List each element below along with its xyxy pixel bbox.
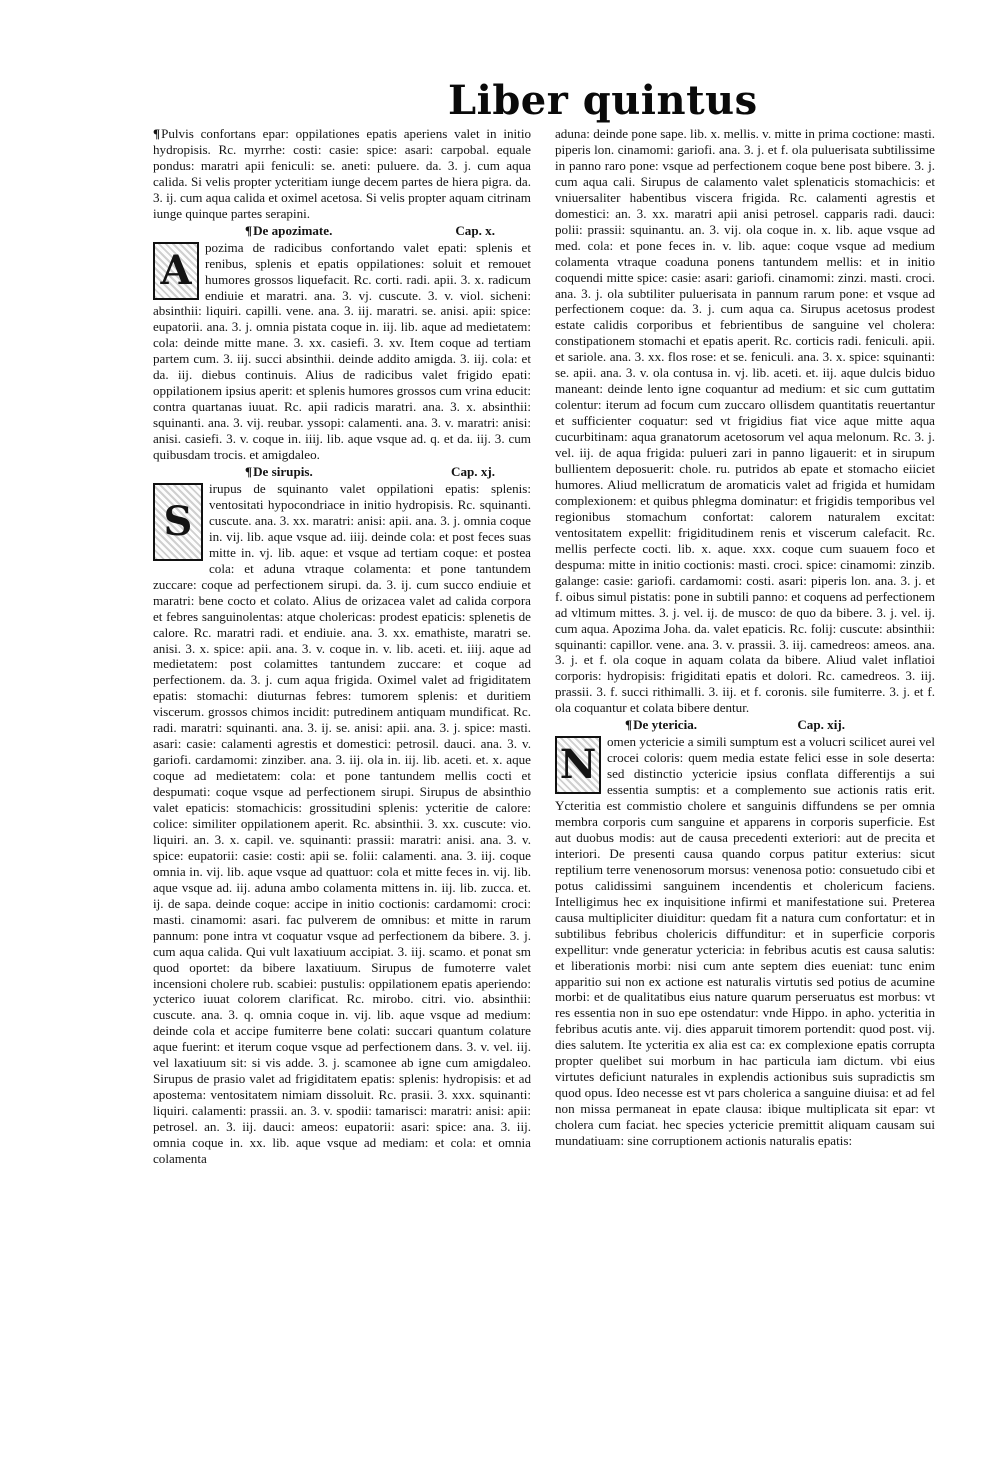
chapter-title: ¶De ytericia. <box>625 717 698 733</box>
chapter-heading <box>153 464 531 480</box>
paragraph <box>153 240 531 463</box>
decorated-initial: S <box>153 483 203 561</box>
pilcrow-icon: ¶ <box>245 464 253 480</box>
paragraph-text: omen yctericie a simili sumptum est a volucri scilicet aurei vel crocei coloris: quem media estate felici esse in sole deserta: sed distinctio yctericie ipsius conflata differentijs a sui essentia sumptis: et a complemento sue actionis ratis erit. Ycteritia est commistio cholere et sanguinis diffundens se per omnia membra corporis cum sanguine et apparens in corporis superficie. Est aut duobus modis: aut de causa precedenti exteriori: aut de precita et interiori. De presenti causa quando corpus patitur exterius: sicut reptilium terre venenosorum morsus: venenosa potio: consuetudo cibi et potus calidissimi sanguinem incendentis et cholericum faciens. Intelligimus hec ex inquisitione infirmi et manifestatione sui. Preterea causa multipliciter diuiditur: quedam fit a natura cum confortatur: et in subtilibus febribus cholericis diffunditur: et in superficie corporis expellitur: vnde generatur yctericia: in febribus acutis est causa salutis: et liberationis morbi: nisi cum ante septem dies eueniat: tunc enim apparitio sui non ex actione est naturalis virtutis sed potius de acumine morbi: et de qualitatibus eius nature quarum perseruatus est morbus: vt res essentia non in suo epe ostendatur: vnde Hippo. in apho. ycteritia in febribus acutis ante. vij. dies apparuit timorem portendit: quod post. vij. dies salutem. Ite ycteritia ex alia est ca: ex complexione epatis corrupta propter quelibet sui morbum in hac particula iam dictum. vbi eius virtutes deficiunt naturales in explendis actionibus suis supradictis sm quod opus. Ideo necesse est vt pars cholerica a sanguine diuisa: et ad fel non missa permaneat in epate clausa: ibique multiplicata sit epar: vt cholera cum faciat. hec species yctericie premittit aliquam causam sui mundatiuam: sine corruptionem actionis naturalis epatis: <box>555 734 935 1149</box>
paragraph-text: pozima de radicibus confortando valet epati: splenis et renibus, splenis et epatis oppilationes: soluit et remouet humores grossos liquefacit. Rc. corti. radi. apii. 3. x. radicum endiuie et maratri. ana. 3. vj. cuscute. 3. v. viol. sicheni: absinthii: liquiri. capilli. vene. ana. 3. iij. maratri. se. anisi. apii: spice: eupatorii. ana. 3. j. omnia pistata coque in. iij. lib. aque ad medietatem: cola: deinde mitte mane. 3. xx. casiefi. 3. xv. Item coque ad tertiam partem cum. 3. iij. succi absinthii. deinde addito amigda. 3. iij. cola: et da. iij. diebus continuis. Alius de radicibus valet frigido epati: oppilationem ipsius aperit: et splenis humores grossos cum vrina educit: contra quartanas iuuat. Rc. apii radicis maratri. ana. 3. x. absinthii: squinanti. ana. 3. vij. reubar. yssopi: calamenti. ana. 3. v. maratri: anisi: anisi. casiefi. 3. v. coque in. iiij. lib. aque vsque ad. q. et da. iij. 3. cum quibusdam trocis. et amigdaleo. <box>153 239 531 463</box>
right-column <box>555 126 935 1149</box>
paragraph-text: Pulvis confortans epar: oppilationes epatis aperiens valet in initio hydropisis. Rc. myrrhe: costi: casie: spice: asari: carpobal. equale pondus: maratri apii feniculi: se. aneti: puluere. da. 3. j. cum aqua calida. Si velis propter ycteritiam iunge decem partes de hiera pigra. da. 3. ij. cum aqua calida et oximel acetosa. Si velis propter aquam citrinam iunge quinque partes serapini. <box>153 126 531 221</box>
chapter-heading <box>153 223 531 239</box>
paragraph-text: aduna: deinde pone sape. lib. x. mellis. v. mitte in prima coctione: masti. piperis lon. cinamomi: gariofi. ana. 3. j. et f. ola puluerisata subtilissime in panno raro pone: vsque ad perfectionem coque bene post bibere. 3. j. cum aqua cali. Sirupus de calamento valet splenaticis stomachicis: et vniuersaliter habentibus viscera frigida. Rc. calamenti agrestis et domestici: an. 3. xx. maratri apii anisi petrosel. capparis radi. dauci: polii: prassii: squinantu. an. 3. vij. ola coque in. x. lib. aque vsque ad med. cola: et pone feces in. v. lib. aque: coque vsque ad medium colamenta vtraque coaduna ponens tantundem mellis: et in initio coquendi mitte spice: casie: asari: gariofi. cinamomi: zinzi. masti. croci. ana. 3. j. ola subtiliter puluerisata in pannum rarum pone: et vsque ad perfectionem coque: da. 3. j. cum aqua ca. Sirupus acetosus prodest estate calidis corporibus et febrientibus de sanguine vel cholera: constipationem stomachi et epatis aperit. Rc. corticis radi. feniculi. apii. et sariole. ana. 3. xx. flos rose: et se. feniculi. ana. 3. x. spice: squinanti: se. apii. ana. 3. v. ola contusa in. vj. lib. aceti. et. iij. aque dulcis biduo maneant: deinde lento igne coquantur ad medium: et sic cum guttatim colentur: iterum ad focum cum zuccaro ollisdem quantitatis reuertantur et sufficienter coquatur: sed vt frigidius fiat vice aque mitte aqua cucurbitinam: aqua granatorum acetosorum vel aqua melonum. Rc. 3. j. vel. iij. de aqua frigida: pulueri zari in panno ligauerit: et in sirupum bullientem deposuerit: chole. ru. putridos ab epate et stomacho eiiciet humores. Aliud mellicratum de aromaticis valet ad frigida et humidam complexionem: et quibus phlegma dominatur: et frigidis temporibus vel regionibus stomachum confortat: calorem naturalem excitat: ventositatem expellit: frigiditudinem renis et viscerum calefacit. Rc. mellis perfecte cocti. lib. x. aque. xxx. coque cum suauem foco et despuma: mitte in initio coctionis: masti. croci. spice: cinamomi: zinzib. galange: casie: gariofi. cardamomi: costi. asari: piperis lon. ana. 3. j. et f. oibus simul pistatis: pone in subtili panno: et coquens ad perfectionem ad vltimum mittes. 3. j. vel. ij. de musco: de quo da bibere. 3. j. vel. ij. cum aqua. Apozima Joha. da. valet epaticis. Rc. folij: cuscute: absinthii: squinanti: capillor. vene. ana. 3. v. prassii. 3. iij. camedreos: ameos. ana. 3. j. et f. ola coque in aquam colata da bibere. Aliud valet inflatioi corporis: hydropisis: frigiditati epatis et dolori. Rc. camedreos. 3. iij. prassii. 3. f. succi rithimalli. 3. iij. et f. coronis. sile fumiterre. 3. j. et f. ola coquantur et colata bibere dentur. <box>555 126 935 716</box>
decorated-initial: N <box>555 736 601 794</box>
chapter-number: Cap. xij. <box>797 717 845 733</box>
chapter-heading <box>555 717 935 733</box>
chapter-number: Cap. x. <box>455 222 495 238</box>
pilcrow-icon: ¶ <box>153 126 161 141</box>
running-head: Liber quintus <box>448 77 758 124</box>
paragraph-text: irupus de squinanto valet oppilationi epatis: splenis: ventositati hypocondriace in initio hydropisis. Rc. squinanti. cuscute. ana. 3. xx. maratri: anisi: apii. ana. 3. j. omnia coque in. vij. lib. aque vsque ad. iiij. deinde cola: et post feces suas mitte in. vj. lib. aque: et vsque ad tertiam coque: et postea cola: et aduna vtraque colamenta: et pone tantundem zuccare: coque ad perfectionem sirupi. da. 3. ij. cum succo endiuie et maratri: bene cocto et colato. Alius de orizacea valet ad calida corpora et febres sanguinolentas: atque cholericas: prodest epaticis: splenetis de calore. Rc. maratri radi. et endiuie. ana. 3. xx. emathiste, maratri se. anisi. 3. x. spice: apii. ana. 3. v. coque in. v. lib. aceti. et. iiij. aque ad medietatem: post colamittes tantundem zuccare: et coque ad perfectionem. da. 3. j. cum aqua frigida. Oximel valet ad frigiditatem epatis: stomachi: diuturnas febres: tumorem splenis: et duritiem viscerum. grossos chimos incidit: putredinem antiquam mundificat. Rc. radi. maratri: squinanti. ana. 3. ij. se. anisi: apii. ana. 3. j. spice: masti. asari: casie: calamenti agrestis et domestici: petrosil. dauci. ana. 3. v. gariofi. cardamomi: zinziber. ana. 3. iij. ola in. iij. lib. aceti. et. x. aque coque ad medietatem: cola: et pone tantundem mellis cocti et despumati: coque vsque ad perfectionem sirupi. Sirupus de absinthio valet epaticis: stomachicis: grossitudini splenis: ycteritie de calore: colice: similiter oppilationem aperit. Rc. absinthii. 3. xx. cuscute: vio. liquiri. an. 3. x. capil. ve. squinanti: prassii: maratri: anisi. ana. 3. v. spice: eupatorii: casie: costi: apii se. folii: calamenti. ana. 3. iij. coque omnia in. vij. lib. aque vsque ad quattuor: cola et mitte feces in. vij. lib. aque vsque ad. iij. aduna ambo colamenta mittens in. iij. lib. zucca. et. ij. de sapa. deinde coque: accipe in initio coctionis: cardamomi: croci: masti. cinamomi: asari. fac pulverem de omnibus: et mitte in rarum pannum: pone intra vt coquatur vsque ad perfectionem da bibere. 3. j. cum aqua calida. Qui vult laxatiuum accipiat. 3. iij. scamo. et ponat sm quod oportet: da bibere laxatiuum. Sirupus de fumoterre valet incensioni cholere rub. scabiei: pustulis: oppilationem epatis aperiendo: ycterico iuuat colorem clarificat. Rc. mirobo. citri. vio. absinthii: cuscute. ana. 3. q. omnia coque in. vij. lib. aque vsque ad medium: deinde cola et accipe fumiterre bene colati: succari quantum colature aque fuerint: et iterum coque vsque ad perfectionem dans. 3. v. vel. iij. vel laxatiuum sit: si vis adde. 3. j. scamonee ab igne cum amigdaleo. Sirupus de prasio valet ad frigiditatem epatis: splenis: hydropisis: et ad apostema: ventositatem nimiam dissoluit. Rc. prasii. 3. xxx. squinanti: liquiri. calamenti: prassii. an. 3. v. spodii: tamarisci: maratri: anisi: apii: petrosel. an. 3. iij. dauci: ameos: eupatorii: asari: spice: ana. 3. iij. omnia coque in. xx. lib. aque vsque ad mediam: et cola: et omnia colamenta <box>153 480 531 1166</box>
pilcrow-icon: ¶ <box>625 717 633 733</box>
paragraph <box>555 126 935 716</box>
left-column <box>153 126 531 1167</box>
paragraph <box>555 734 935 1149</box>
chapter-number: Cap. xj. <box>450 464 495 480</box>
pilcrow-icon: ¶ <box>245 222 253 238</box>
paragraph <box>153 481 531 1167</box>
chapter-title: ¶De sirupis. <box>245 464 313 480</box>
paragraph <box>153 126 531 222</box>
chapter-title: ¶De apozimate. <box>245 222 333 238</box>
decorated-initial: A <box>153 242 199 300</box>
